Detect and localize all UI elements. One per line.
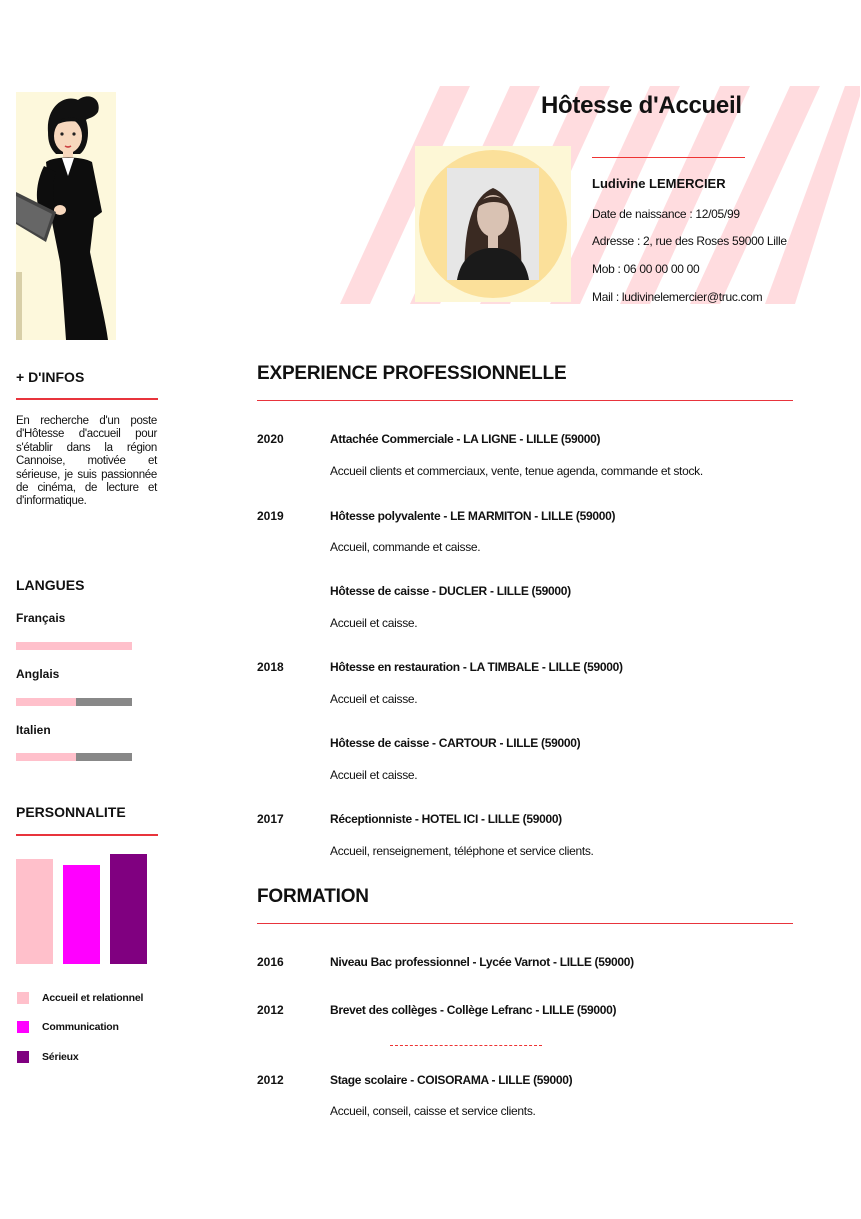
experience-divider [257,400,793,401]
experience-year: 2017 [257,812,284,826]
formation-desc: Accueil, conseil, caisse et service clients. [330,1104,536,1118]
title-divider [592,157,745,158]
legend-label: Accueil et relationnel [42,992,144,1004]
experience-year: 2020 [257,432,284,446]
formation-role: Brevet des collèges - Collège Lefranc - LILLE (59000) [330,1003,617,1017]
experience-role: Attachée Commerciale - LA LIGNE - LILLE (59000) [330,432,601,446]
language-name: Français [16,611,66,625]
infos-divider [16,398,158,400]
legend-label: Sérieux [42,1051,79,1063]
experience-role: Hôtesse polyvalente - LE MARMITON - LILLE (59000) [330,509,616,523]
experience-heading: EXPERIENCE PROFESSIONNELLE [257,363,567,384]
dashed-separator [390,1045,542,1046]
email: Mail : ludivinelemercier@truc.com [592,290,763,304]
birth-date: Date de naissance : 12/05/99 [592,207,740,221]
profile-photo [447,168,539,280]
formation-role: Niveau Bac professionnel - Lycée Varnot - LILLE (59000) [330,955,634,969]
experience-role: Hôtesse en restauration - LA TIMBALE - LILLE (59000) [330,660,623,674]
legend-swatch [17,1051,29,1063]
langues-heading: LANGUES [16,577,85,593]
language-name: Italien [16,723,51,737]
experience-desc: Accueil, commande et caisse. [330,540,481,554]
mobile-phone: Mob : 06 00 00 00 00 [592,262,700,276]
experience-role: Réceptionniste - HOTEL ICI - LILLE (59000) [330,812,562,826]
experience-desc: Accueil clients et commerciaux, vente, tenue agenda, commande et stock. [330,464,703,478]
personality-chart [16,854,158,964]
formation-year: 2012 [257,1003,284,1017]
formation-divider [257,923,793,924]
photo-frame [415,146,571,302]
formation-heading: FORMATION [257,886,369,907]
experience-desc: Accueil et caisse. [330,768,418,782]
formation-year: 2012 [257,1073,284,1087]
address: Adresse : 2, rue des Roses 59000 Lille [592,234,787,248]
candidate-name: Ludivine LEMERCIER [592,176,726,191]
infos-text: En recherche d'un poste d'Hôtesse d'accueil pour s'établir dans la région Cannoise, motivée et sérieuse, je suis passionnée de cinéma, de lecture et d'informatique. [16,415,157,508]
formation-role: Stage scolaire - COISORAMA - LILLE (59000) [330,1073,573,1087]
personality-bar [63,865,100,964]
language-level-bar [16,642,132,650]
experience-desc: Accueil et caisse. [330,692,418,706]
experience-desc: Accueil, renseignement, téléphone et service clients. [330,844,594,858]
legend-label: Communication [42,1021,119,1033]
experience-desc: Accueil et caisse. [330,616,418,630]
language-level-fill [16,753,76,761]
language-level-bar [16,753,132,761]
experience-year: 2018 [257,660,284,674]
language-level-rest [76,753,132,761]
hostess-illustration [16,92,116,340]
language-level-bar [16,698,132,706]
personnalite-heading: PERSONNALITE [16,804,126,820]
personality-bar [110,854,147,964]
personality-bar [16,859,53,964]
language-name: Anglais [16,667,60,681]
legend-swatch [17,992,29,1004]
experience-year: 2019 [257,509,284,523]
formation-year: 2016 [257,955,284,969]
experience-role: Hôtesse de caisse - DUCLER - LILLE (59000) [330,584,571,598]
language-level-fill [16,698,76,706]
cv-title: Hôtesse d'Accueil [541,92,742,119]
language-level-rest [76,698,132,706]
legend-swatch [17,1021,29,1033]
personnalite-divider [16,834,158,836]
experience-role: Hôtesse de caisse - CARTOUR - LILLE (59000) [330,736,581,750]
language-level-fill [16,642,132,650]
infos-heading: + D'INFOS [16,369,85,385]
